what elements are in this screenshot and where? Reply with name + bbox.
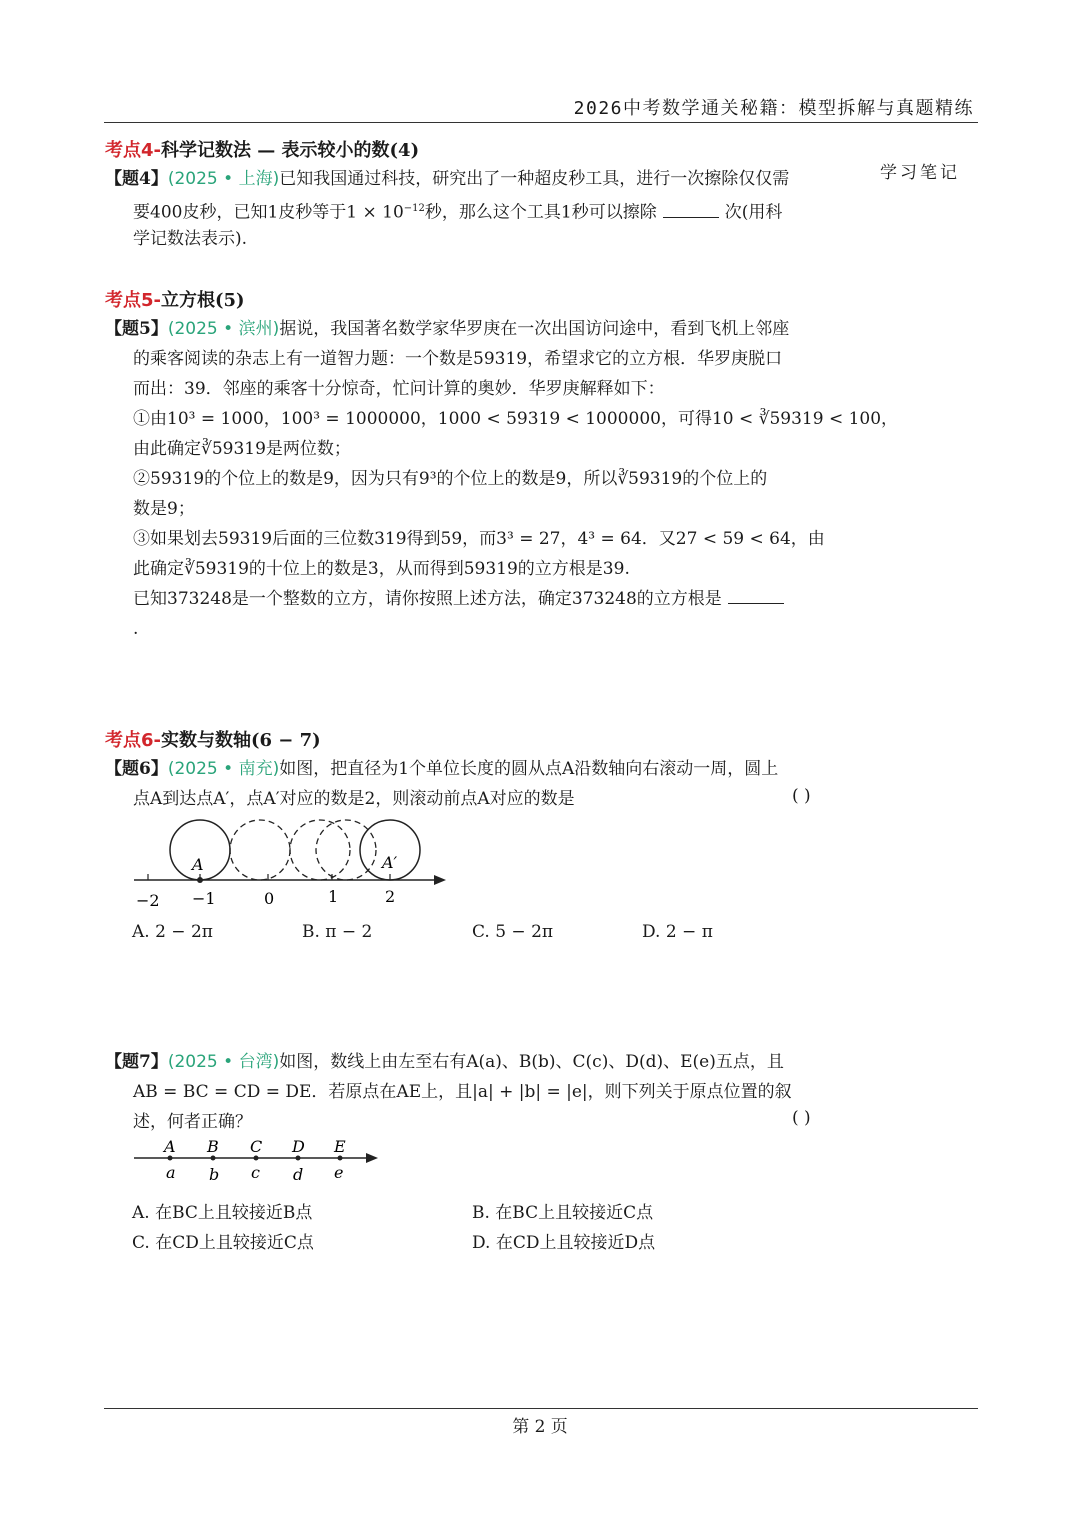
exponent: −12 (403, 203, 425, 214)
question-text: 的乘客阅读的杂志上有一道智力题：一个数是59319，希望求它的立方根．华罗庚脱口 (133, 349, 783, 369)
option-a[interactable]: A. 在BC上且较接近B点 (132, 1203, 313, 1223)
line-arrow (366, 1153, 378, 1163)
option-a[interactable]: A. 2 − 2π (132, 922, 213, 942)
point-dot (254, 1156, 259, 1161)
circle-dashed (230, 820, 290, 880)
answer-paren[interactable]: ( ) (792, 1108, 811, 1128)
question-label: 【题6】 (105, 759, 168, 779)
question-text: 数是9； (133, 499, 195, 519)
question-text: 述，何者正确？ (133, 1112, 252, 1132)
circle-dashed (290, 820, 350, 880)
value-label: b (209, 1165, 220, 1184)
point-label: B (207, 1137, 219, 1156)
question-text: 由此确定∛59319是两位数； (133, 439, 351, 459)
question-text: 学记数法表示). (133, 229, 248, 249)
question-source: (2025 • 台湾) (167, 1052, 280, 1072)
answer-blank[interactable] (663, 199, 719, 218)
question-text: 秒，那么这个工具1秒可以擦除 (424, 202, 657, 223)
value-label: d (293, 1165, 304, 1184)
option-d[interactable]: D. 在CD上且较接近D点 (472, 1233, 656, 1253)
point-a-prime-label: A′ (382, 853, 398, 872)
answer-blank[interactable] (728, 585, 784, 604)
question-5 (105, 314, 899, 644)
question-7 (105, 1047, 853, 1137)
point-label: D (292, 1137, 305, 1156)
question-text: 已知我国通过科技，研究出了一种超皮秒工具，进行一次擦除仅仅需 (279, 169, 790, 189)
question-text: ①由10³ = 1000，100³ = 1000000，1000 < 59319 < 1000000，可得10 < ∛59319 < 100， (133, 409, 899, 429)
section-title: 科学记数法 — 表示较小的数(4) (161, 140, 420, 161)
option-c[interactable]: C. 在CD上且较接近C点 (132, 1233, 314, 1253)
question-4 (105, 164, 853, 254)
point-a-label: A (192, 855, 204, 874)
point-dot (168, 1156, 173, 1161)
question-text: 要400皮秒，已知1皮秒等于1 × 10 (133, 202, 404, 223)
question-text: 而出：39．邻座的乘客十分惊奇，忙问计算的奥妙．华罗庚解释如下： (133, 379, 665, 399)
page-header (104, 92, 978, 123)
rolling-circle-figure (128, 812, 458, 912)
section-4-heading (105, 136, 419, 162)
section-title: 实数与数轴(6 − 7) (161, 730, 321, 751)
point-label: A (164, 1137, 176, 1156)
option-c[interactable]: C. 5 − 2π (472, 922, 554, 942)
value-label: a (166, 1163, 176, 1182)
footer-rule (104, 1408, 978, 1409)
value-label: c (251, 1163, 260, 1182)
section-tag: 考点5- (105, 290, 161, 311)
tick-label: 0 (264, 889, 275, 908)
section-tag: 考点6- (105, 730, 161, 751)
section-5-heading (105, 286, 245, 312)
question-text: 此确定∛59319的十位上的数是3，从而得到59319的立方根是39. (133, 559, 630, 579)
question-label: 【题7】 (105, 1052, 168, 1072)
tick-label: −1 (192, 889, 216, 908)
question-text: 次(用科 (724, 202, 783, 223)
axis-arrow (434, 875, 446, 885)
section-6-heading (105, 726, 321, 752)
section-title: 立方根(5) (161, 290, 245, 311)
answer-paren[interactable]: ( ) (792, 786, 811, 806)
point-dot (296, 1156, 301, 1161)
question-source: (2025 • 南充) (167, 759, 280, 779)
question-label: 【题5】 (105, 319, 168, 339)
question-text: 点A到达点A′，点A′对应的数是2，则滚动前点A对应的数是 (133, 789, 575, 809)
section-tag: 考点4- (105, 140, 161, 161)
point-dot (338, 1156, 343, 1161)
header-title: 2026中考数学通关秘籍：模型拆解与真题精练 (573, 98, 974, 119)
circle-dashed (316, 820, 376, 880)
tick-label: 1 (328, 887, 339, 906)
point-label: E (334, 1137, 346, 1156)
question-text: ②59319的个位上的数是9，因为只有9³的个位上的数是9，所以∛59319的个位上的 (133, 469, 768, 489)
point-label: C (250, 1137, 263, 1156)
question-text: 据说，我国著名数学家华罗庚在一次出国访问途中，看到飞机上邻座 (279, 319, 790, 339)
question-text: 如图，把直径为1个单位长度的圆从点A沿数轴向右滚动一周，圆上 (279, 759, 779, 779)
value-label: e (334, 1163, 344, 1182)
option-b[interactable]: B. π − 2 (302, 922, 373, 942)
five-point-number-line (128, 1136, 388, 1188)
tick-label: 2 (385, 887, 396, 906)
question-text: ③如果划去59319后面的三位数319得到59，而3³ = 27，4³ = 64．又27 < 59 < 64，由 (133, 529, 825, 549)
point-a-dot (197, 877, 203, 883)
question-source: (2025 • 滨州) (167, 319, 280, 339)
question-text: AB = BC = CD = DE．若原点在AE上，且|a| + |b| = |e|，则下列关于原点位置的叙 (133, 1082, 792, 1102)
tick-label: −2 (136, 891, 160, 910)
question-text: 已知373248是一个整数的立方，请你按照上述方法，确定373248的立方根是 (133, 589, 722, 609)
question-source: (2025 • 上海) (167, 169, 280, 189)
option-b[interactable]: B. 在BC上且较接近C点 (472, 1203, 654, 1223)
question-text: . (133, 619, 139, 639)
question-label: 【题4】 (105, 169, 168, 189)
question-6 (105, 754, 853, 814)
side-notes-label: 学习笔记 (880, 163, 960, 183)
option-d[interactable]: D. 2 − π (642, 922, 713, 942)
question-text: 如图，数线上由左至右有A(a)、B(b)、C(c)、D(d)、E(e)五点，且 (279, 1052, 784, 1072)
point-dot (211, 1156, 216, 1161)
page-number: 第 2 页 (512, 1417, 568, 1437)
